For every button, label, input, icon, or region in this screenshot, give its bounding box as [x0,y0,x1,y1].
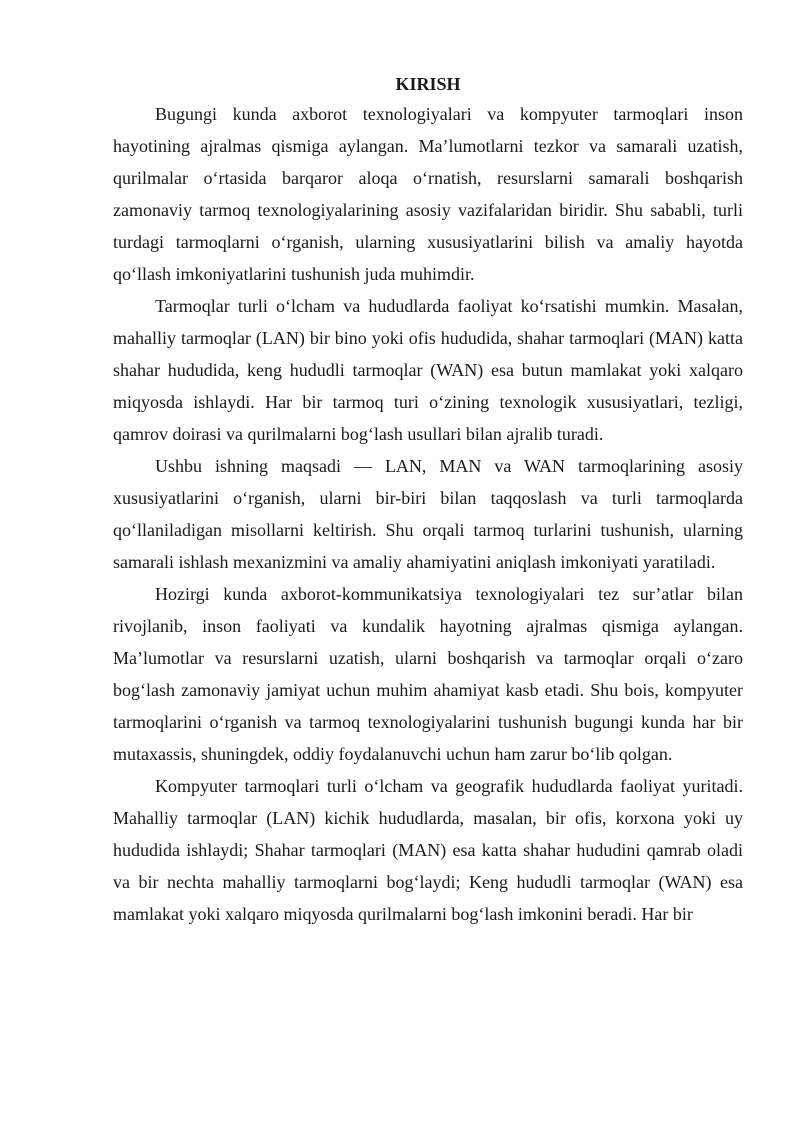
paragraph-purpose: Ushbu ishning maqsadi — LAN, MAN va WAN tarmoqlarining asosiy xususiyatlarini o‘rganish, ularni bir-biri bilan taqqoslash va turli tarmoqlarda qo‘llaniladigan misollarni keltirish. Shu orqali tarmoq turlarini tushunish, ularning samarali ishlash mexanizmini va amaliy ahamiyatini aniqlash imkoniyati yaratiladi. [113,456,743,572]
paragraph-network-sizes: Tarmoqlar turli o‘lcham va hududlarda faoliyat ko‘rsatishi mumkin. Masalan, mahalliy tarmoqlar (LAN) bir bino yoki ofis hududida, shahar tarmoqlari (MAN) katta shahar hududida, keng hududli tarmoqlar (WAN) esa butun mamlakat yoki xalqaro miqyosda ishlaydi. Har bir tarmoq turi o‘zining texnologik xususiyatlari, tezligi, qamrov doirasi va qurilmalarni bog‘lash usullari bilan ajralib turadi. [113,296,743,444]
paragraph-network-types: Kompyuter tarmoqlari turli o‘lcham va geografik hududlarda faoliyat yuritadi. Mahalliy tarmoqlar (LAN) kichik hududlarda, masalan, bir ofis, korxona yoki uy hududida ishlaydi; Shahar tarmoqlari (MAN) esa katta shahar hududini qamrab oladi va bir nechta mahalliy tarmoqlarni bog‘laydi; Keng hududli tarmoqlar (WAN) esa mamlakat yoki xalqaro miqyosda qurilmalarni bog‘lash imkonini beradi. Har bir [113,776,743,924]
document-body [113,70,743,930]
paragraph-intro: Bugungi kunda axborot texnologiyalari va kompyuter tarmoqlari inson hayotining ajralmas qismiga aylangan. Ma’lumotlarni tezkor va samarali uzatish, qurilmalar o‘rtasida barqaror aloqa o‘rnatish, resurslarni samarali boshqarish zamonaviy tarmoq texnologiyalarining asosiy vazifalaridan biridir. Shu sababli, turli turdagi tarmoqlarni o‘rganish, ularning xususiyatlarini bilish va amaliy hayotda qo‘llash imkoniyatlarini tushunish juda muhimdir. [113,104,743,284]
section-heading: KIRISH [395,74,461,94]
paragraph-ict-development: Hozirgi kunda axborot-kommunikatsiya texnologiyalari tez sur’atlar bilan rivojlanib, inson faoliyati va kundalik hayotning ajralmas qismiga aylangan. Ma’lumotlar va resurslarni uzatish, ularni boshqarish va tarmoqlar orqali o‘zaro bog‘lash zamonaviy jamiyat uchun muhim ahamiyat kasb etadi. Shu bois, kompyuter tarmoqlarini o‘rganish va tarmoq texnologiyalarini tushunish bugungi kunda har bir mutaxassis, shuningdek, oddiy foydalanuvchi uchun ham zarur bo‘lib qolgan. [113,584,743,764]
